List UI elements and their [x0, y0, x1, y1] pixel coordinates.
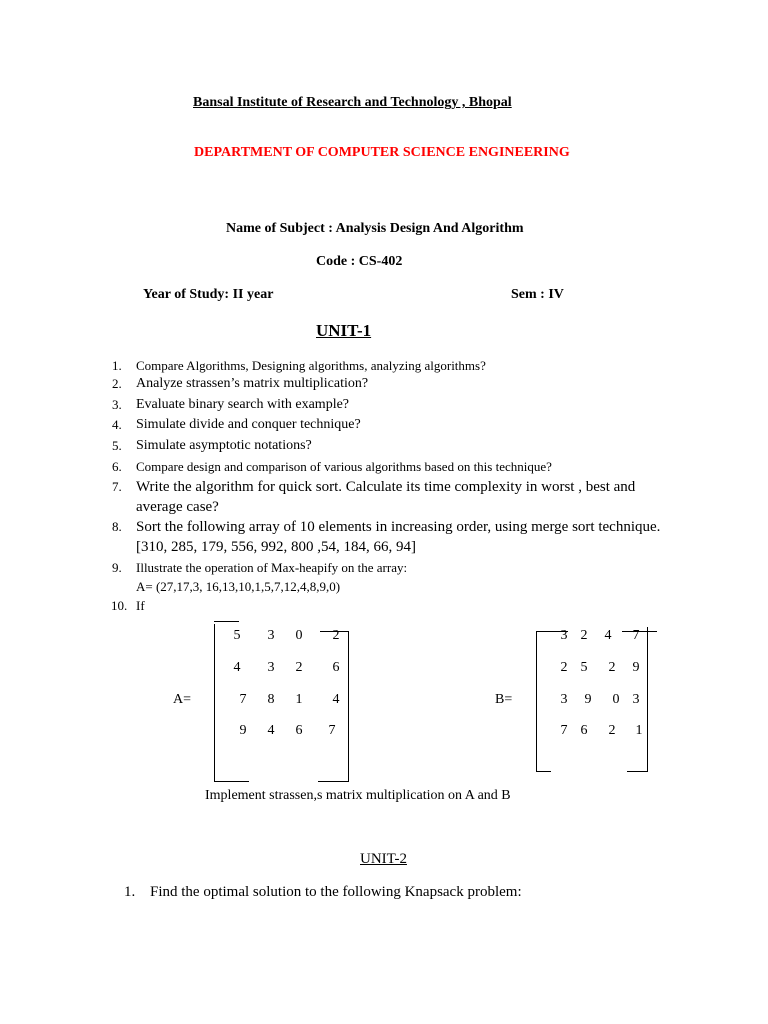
- question-number: 7.: [112, 479, 122, 494]
- matrix-a-cell: 1: [295, 692, 303, 707]
- matrix-a-cell: 5: [233, 628, 241, 643]
- matrix-a-left-bracket-bottom: [214, 781, 249, 782]
- matrix-a-cell: 2: [332, 628, 340, 643]
- question-number: 6.: [112, 459, 122, 474]
- question-number: 8.: [112, 519, 122, 534]
- implement-instruction: Implement strassen,s matrix multiplication on A and B: [205, 788, 511, 803]
- matrix-b-left-bracket-bottom: [536, 771, 551, 772]
- matrix-b-cell: 2: [608, 723, 616, 738]
- question-number: 5.: [112, 438, 122, 453]
- question-item: [124, 884, 522, 901]
- matrix-b-cell: 4: [604, 628, 612, 643]
- matrix-a-cell: 7: [239, 692, 247, 707]
- matrix-b-cell: 6: [580, 723, 588, 738]
- matrix-a-cell: 2: [295, 660, 303, 675]
- matrix-a-cell: 4: [267, 723, 275, 738]
- matrix-a-cell: 4: [233, 660, 241, 675]
- question-number: 9.: [112, 560, 122, 575]
- question-text: Illustrate the operation of Max-heapify on the array:: [136, 560, 408, 575]
- matrix-a-label: A=: [173, 692, 192, 707]
- matrix-b-cell: 9: [584, 692, 592, 707]
- question-number: 1.: [124, 884, 136, 900]
- question-text: Compare design and comparison of various algorithms based on this technique?: [136, 459, 552, 474]
- unit2-heading: UNIT-2: [360, 851, 407, 867]
- matrix-a-left-bracket: [214, 624, 215, 781]
- matrix-a-cell: 3: [267, 628, 275, 643]
- question-text-line2: A= (27,17,3, 16,13,10,1,5,7,12,4,8,9,0): [136, 579, 341, 594]
- matrix-b-right-bracket: [647, 627, 648, 772]
- question-number: 1.: [112, 358, 122, 373]
- question-number: 4.: [112, 417, 122, 432]
- question-text: Analyze strassen’s matrix multiplication?: [136, 376, 369, 391]
- question-text: Write the algorithm for quick sort. Calculate its time complexity in worst , best and average case?: [136, 479, 636, 515]
- matrix-a-cell: 8: [267, 692, 275, 707]
- year-of-study: Year of Study: II year: [143, 287, 274, 302]
- matrix-b-cell: 3: [560, 692, 568, 707]
- matrix-b-label: B=: [495, 692, 513, 707]
- question-text: Simulate asymptotic notations?: [136, 438, 312, 453]
- subject-name: Name of Subject : Analysis Design And Algorithm: [226, 221, 524, 236]
- matrix-b-cell: 2: [580, 628, 588, 643]
- question-text: Sort the following array of 10 elements in increasing order, using merge sort technique. [310, 285, 179, 556, 992, 800 ,54, 184, 66, 94]: [136, 519, 661, 555]
- matrix-a-cell: 6: [332, 660, 340, 675]
- question-number: 2.: [112, 376, 122, 391]
- question-number: 10.: [111, 598, 128, 613]
- matrix-a-cell: 9: [239, 723, 247, 738]
- matrix-a-cell: 6: [295, 723, 303, 738]
- matrix-a-cell: 0: [295, 628, 303, 643]
- matrix-a-right-bracket-bottom: [318, 781, 349, 782]
- question-text: Simulate divide and conquer technique?: [136, 417, 361, 432]
- matrix-b-cell: 1: [635, 723, 643, 738]
- matrix-b-cell: 7: [560, 723, 568, 738]
- question-text: Compare Algorithms, Designing algorithms, analyzing algorithms?: [136, 358, 486, 373]
- matrix-b-right-bracket-bottom: [627, 771, 648, 772]
- unit1-heading: UNIT-1: [316, 321, 372, 340]
- question-text: If: [136, 598, 145, 613]
- matrix-b-cell: 7: [632, 628, 640, 643]
- institute-title: Bansal Institute of Research and Technology , Bhopal: [193, 95, 512, 110]
- matrix-b-cell: 3: [632, 692, 640, 707]
- matrix-b-cell: 9: [632, 660, 640, 675]
- semester: Sem : IV: [511, 287, 564, 302]
- matrix-b-cell: 2: [608, 660, 616, 675]
- matrix-a-cell: 4: [332, 692, 340, 707]
- department-title: DEPARTMENT OF COMPUTER SCIENCE ENGINEERING: [194, 145, 570, 160]
- matrix-a-cell: 3: [267, 660, 275, 675]
- matrix-b-cell: 3: [560, 628, 568, 643]
- matrix-a-right-bracket: [348, 631, 349, 781]
- question-text: Find the optimal solution to the following Knapsack problem:: [150, 884, 522, 900]
- question-text: Evaluate binary search with example?: [136, 397, 350, 412]
- matrix-b-left-bracket: [536, 631, 537, 772]
- question-number: 3.: [112, 397, 122, 412]
- matrix-b-cell: 5: [580, 660, 588, 675]
- subject-code: Code : CS-402: [316, 254, 403, 269]
- matrix-a-left-bracket-top: [214, 621, 239, 622]
- matrix-a-cell: 7: [328, 723, 336, 738]
- matrix-b-cell: 2: [560, 660, 568, 675]
- matrix-b-cell: 0: [612, 692, 620, 707]
